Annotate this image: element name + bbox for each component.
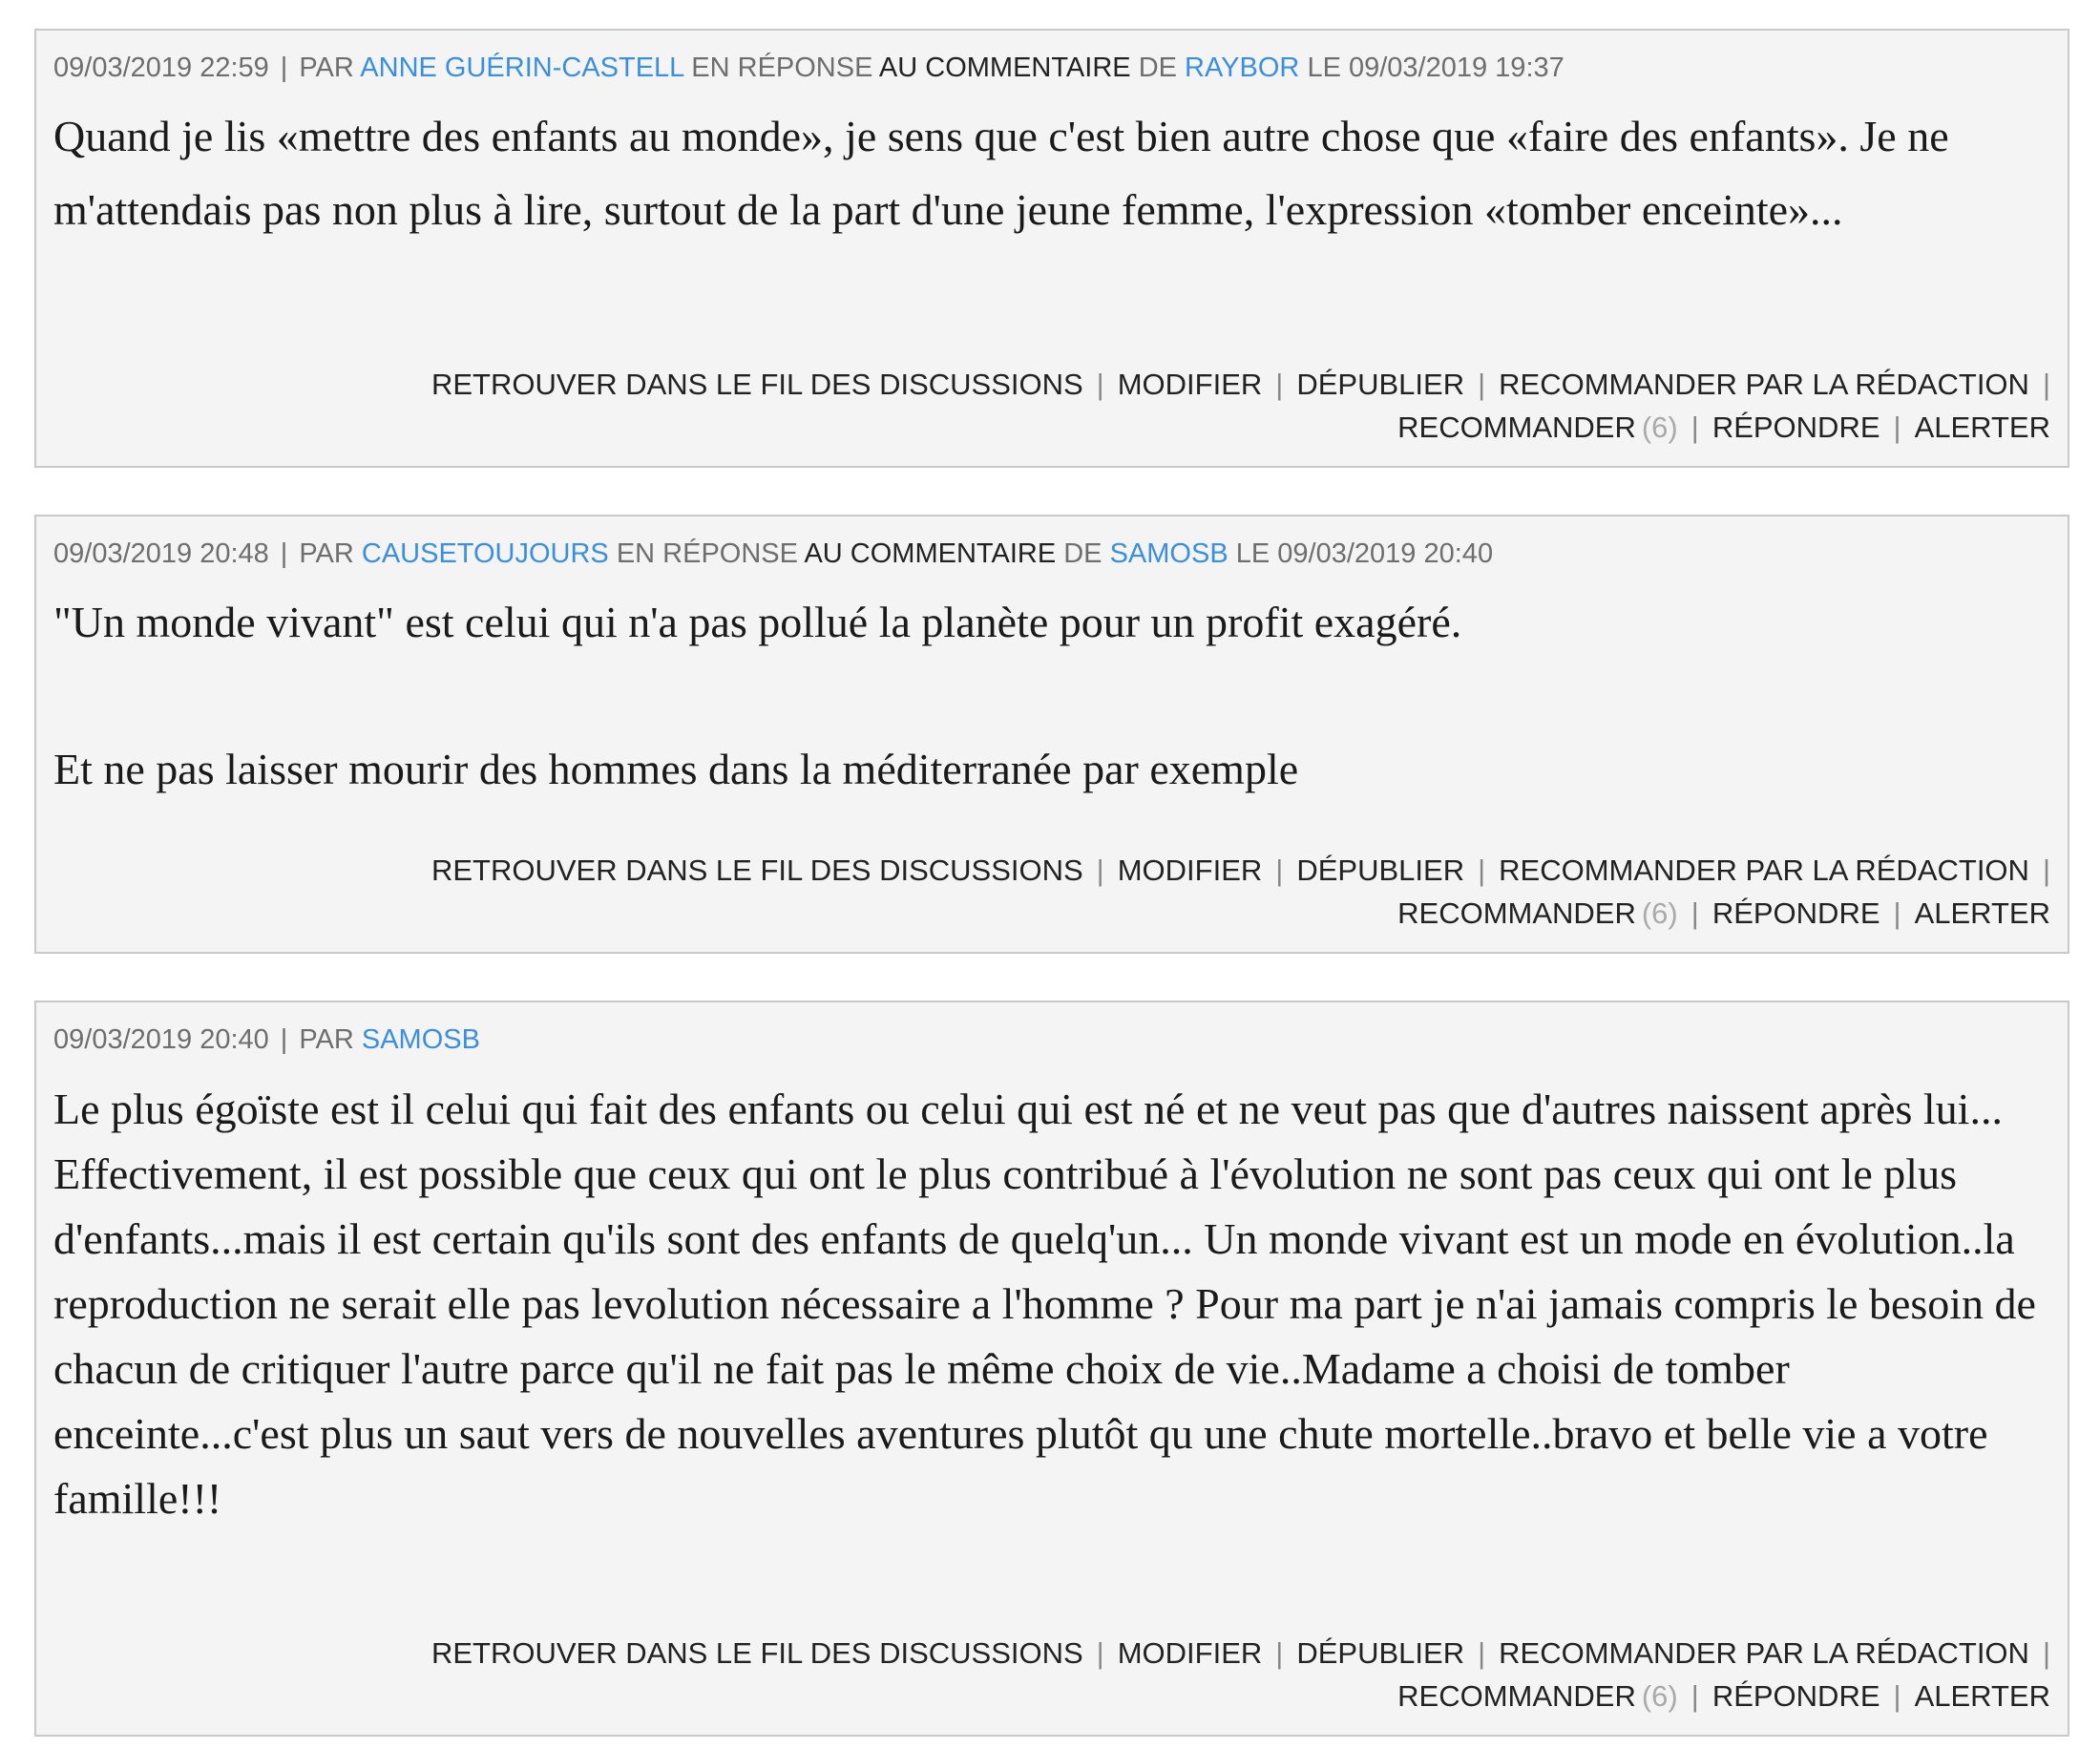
meta-separator: | — [280, 53, 288, 83]
action-separator: | — [2042, 853, 2050, 887]
author-link[interactable]: CAUSETOUJOURS — [361, 538, 609, 569]
comment-actions — [431, 849, 2050, 935]
action-separator: | — [1893, 1679, 1901, 1713]
find-in-thread-link[interactable]: RETROUVER DANS LE FIL DES DISCUSSIONS — [430, 853, 1083, 887]
by-label: PAR — [299, 1024, 354, 1055]
recommend-link[interactable]: RECOMMANDER — [1397, 1679, 1636, 1713]
action-separator: | — [2042, 1636, 2050, 1670]
comment-actions — [431, 1632, 2050, 1717]
editorial-recommend-link[interactable]: RECOMMANDER PAR LA RÉDACTION — [1499, 368, 2029, 401]
editorial-recommend-link[interactable]: RECOMMANDER PAR LA RÉDACTION — [1499, 1636, 2029, 1670]
comment-paragraph: Quand je lis «mettre des enfants au monde», je sens que c'est bien autre chose que «faire des enfants». Je ne m'attendais pas non plus à lire, surtout de la part d'une jeune femme, l'expression «tomber enceinte»... — [53, 112, 1949, 234]
report-link[interactable]: ALERTER — [1914, 411, 2050, 444]
action-separator: | — [1478, 1636, 1486, 1670]
meta-separator: | — [280, 538, 288, 569]
by-label: PAR — [299, 538, 354, 569]
comment-meta — [53, 31, 2050, 84]
reply-target-link[interactable]: AU COMMENTAIRE — [804, 538, 1057, 569]
action-separator: | — [1096, 368, 1104, 401]
comment-item — [34, 515, 2069, 954]
reply-datetime: 09/03/2019 20:40 — [1277, 538, 1494, 569]
action-separator: | — [1096, 853, 1104, 887]
action-separator: | — [1096, 1636, 1104, 1670]
action-separator: | — [1893, 896, 1901, 930]
reply-link[interactable]: RÉPONDRE — [1712, 411, 1880, 444]
comment-actions — [431, 363, 2050, 449]
by-label: PAR — [299, 53, 354, 83]
action-separator: | — [1478, 368, 1486, 401]
reply-link[interactable]: RÉPONDRE — [1712, 896, 1880, 930]
recommend-link[interactable]: RECOMMANDER — [1397, 896, 1636, 930]
reply-to-author-link[interactable]: RAYBOR — [1185, 53, 1300, 83]
reply-link[interactable]: RÉPONDRE — [1712, 1679, 1880, 1713]
action-separator: | — [1478, 853, 1486, 887]
action-separator: | — [1275, 1636, 1284, 1670]
reply-datetime: 09/03/2019 19:37 — [1348, 53, 1564, 83]
reply-to-author-link[interactable]: SAMOSB — [1109, 538, 1228, 569]
comment-body — [53, 99, 2050, 246]
meta-separator: | — [280, 1024, 288, 1055]
action-separator: | — [1275, 853, 1284, 887]
comment-paragraph: Et ne pas laisser mourir des hommes dans la méditerranée par exemple — [53, 745, 1299, 793]
comment-body — [53, 1077, 2050, 1531]
author-link[interactable]: SAMOSB — [361, 1024, 480, 1055]
de-label: DE — [1138, 53, 1177, 83]
reply-target-link[interactable]: AU COMMENTAIRE — [878, 53, 1131, 83]
find-in-thread-link[interactable]: RETROUVER DANS LE FIL DES DISCUSSIONS — [430, 368, 1083, 401]
reply-label: EN RÉPONSE — [691, 53, 873, 83]
editorial-recommend-link[interactable]: RECOMMANDER PAR LA RÉDACTION — [1499, 853, 2029, 887]
recommend-count: (6) — [1641, 1679, 1678, 1713]
reply-label: EN RÉPONSE — [616, 538, 798, 569]
report-link[interactable]: ALERTER — [1914, 896, 2050, 930]
edit-link[interactable]: MODIFIER — [1117, 368, 1263, 401]
action-separator: | — [1275, 368, 1284, 401]
recommend-count: (6) — [1641, 896, 1678, 930]
unpublish-link[interactable]: DÉPUBLIER — [1296, 368, 1465, 401]
author-link[interactable]: ANNE GUÉRIN-CASTELL — [360, 53, 684, 83]
action-separator: | — [1690, 411, 1699, 444]
action-separator: | — [1690, 896, 1699, 930]
recommend-count: (6) — [1641, 411, 1678, 444]
comment-item — [34, 1001, 2069, 1737]
report-link[interactable]: ALERTER — [1914, 1679, 2050, 1713]
comment-paragraph: Le plus égoïste est il celui qui fait des enfants ou celui qui est né et ne veut pas que d'autres naissent après lui... Effectivement, il est possible que ceux qui ont le plus contribué à l'évolution ne sont pas ceux qui ont le plus d'enfants...mais il est certain qu'ils sont des enfants de quelq'un... Un monde vivant est un mode en évolution..la reproduction ne serait elle pas levolution nécessaire a l'homme ? Pour ma part je n'ai jamais compris le besoin de chacun de critiquer l'autre parce qu'il ne fait pas le même choix de vie..Madame a choisi de tomber enceinte...c'est plus un saut vers de nouvelles aventures plutôt qu une chute mortelle..bravo et belle vie a votre famille!!! — [53, 1085, 2036, 1523]
recommend-link[interactable]: RECOMMANDER — [1397, 411, 1636, 444]
action-separator: | — [1893, 411, 1901, 444]
comment-meta — [53, 516, 2050, 570]
le-label: LE — [1235, 538, 1270, 569]
comment-paragraph: "Un monde vivant" est celui qui n'a pas pollué la planète pour un profit exagéré. — [53, 598, 1462, 646]
edit-link[interactable]: MODIFIER — [1117, 1636, 1263, 1670]
comment-item — [34, 29, 2069, 468]
comment-meta — [53, 1002, 2050, 1056]
comment-datetime: 09/03/2019 20:40 — [53, 1024, 269, 1055]
le-label: LE — [1307, 53, 1341, 83]
edit-link[interactable]: MODIFIER — [1117, 853, 1263, 887]
action-separator: | — [2042, 368, 2050, 401]
unpublish-link[interactable]: DÉPUBLIER — [1296, 1636, 1465, 1670]
find-in-thread-link[interactable]: RETROUVER DANS LE FIL DES DISCUSSIONS — [430, 1636, 1083, 1670]
comment-datetime: 09/03/2019 22:59 — [53, 53, 269, 83]
paragraph-spacer — [53, 659, 2050, 732]
comment-body — [53, 585, 2050, 806]
action-separator: | — [1690, 1679, 1699, 1713]
comment-datetime: 09/03/2019 20:48 — [53, 538, 269, 569]
unpublish-link[interactable]: DÉPUBLIER — [1296, 853, 1465, 887]
de-label: DE — [1063, 538, 1102, 569]
